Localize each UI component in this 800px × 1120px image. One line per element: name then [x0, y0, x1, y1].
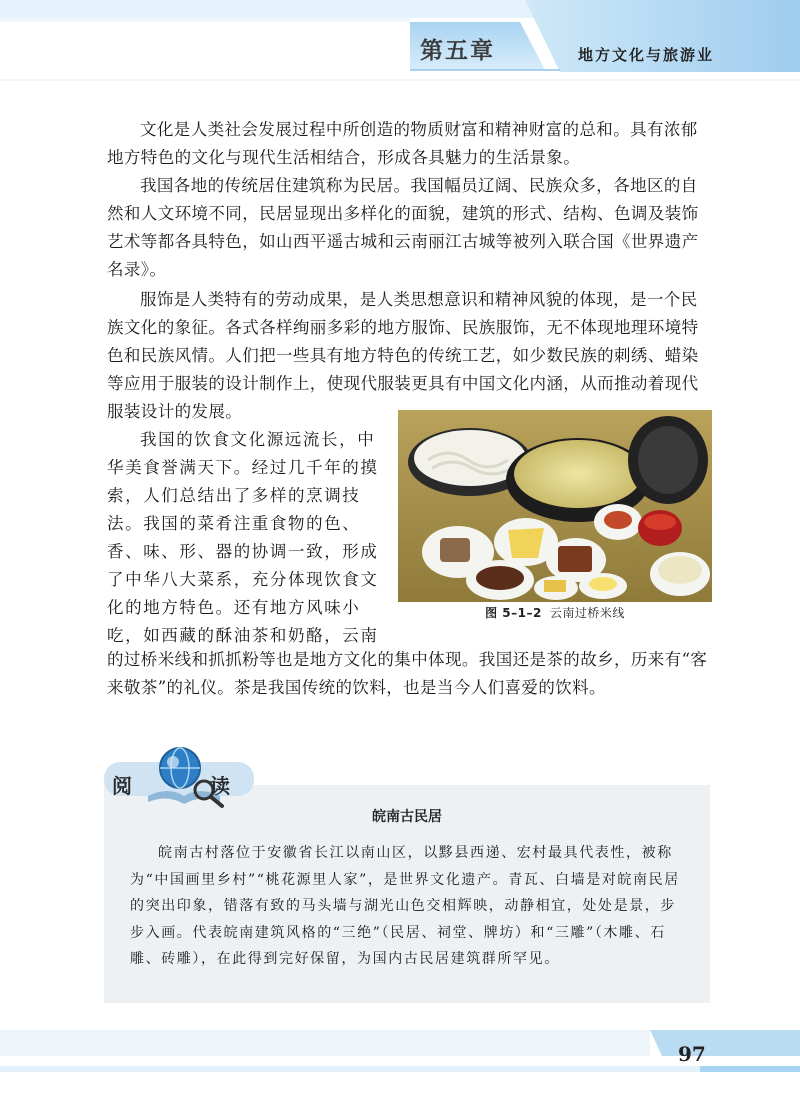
paragraph-dwellings: 我国各地的传统居住建筑称为民居。我国幅员辽阔、民族众多，各地区的自然和人文环境不同，民居显现出多样化的面貌，建筑的形式、结构、色调及装饰艺术等都各具特色，如山西平遥古城和云南丽江古城等被列入联合国《世界遗产名录》。	[107, 176, 699, 279]
chapter-label: 第五章	[420, 38, 495, 64]
chapter-title: 地方文化与旅游业	[578, 46, 715, 64]
figure-caption-text: 云南过桥米线	[549, 606, 625, 620]
reading-badge-char-1: 阅	[112, 774, 132, 798]
reading-badge-char-2: 读	[210, 774, 230, 798]
reading-text: 皖南古村落位于安徽省长江以南山区，以黟县西递、宏村最具代表性，被称为“中国画里乡村”“桃花源里人家”，是世界文化遗产。青瓦、白墙是对皖南民居的突出印象，错落有致的马头墙与湖光山色交相辉映，动静相宜，处处是景，步步入画。代表皖南建筑风格的“三绝”（民居、祠堂、牌坊）和“三雕”（木雕、石雕、砖雕），在此得到完好保留，为国内古民居建筑群所罕见。	[130, 845, 680, 967]
paragraph-food-continued: 的过桥米线和抓抓粉等也是地方文化的集中体现。我国还是茶的故乡，历来有“客来敬茶”的礼仪。茶是我国传统的饮料，也是当今人们喜爱的饮料。	[107, 650, 708, 697]
paragraph-food: 我国的饮食文化源远流长，中华美食誉满天下。经过几千年的摸索，人们总结出了多样的烹调技法。我国的菜肴注重食物的色、香、味、形、器的协调一致，形成了中华八大菜系，充分体现饮食文化的地方特色。还有地方风味小吃，如西藏的酥油茶和奶酪，云南	[107, 430, 379, 645]
figure-number: 图 5–1–2	[485, 606, 542, 620]
figure-crossing-bridge-noodles-photo	[398, 410, 712, 602]
food-illustration	[398, 410, 712, 602]
paragraph-culture: 文化是人类社会发展过程中所创造的物质财富和精神财富的总和。具有浓郁地方特色的文化与现代生活相结合，形成各具魅力的生活景象。	[107, 120, 698, 167]
figure-caption	[398, 604, 712, 621]
paragraph-clothing: 服饰是人类特有的劳动成果，是人类思想意识和精神风貌的体现，是一个民族文化的象征。各式各样绚丽多彩的地方服饰、民族服饰，无不体现地理环境特色和民族风情。人们把一些具有地方特色的传统工艺，如少数民族的刺绣、蜡染等应用于服装的设计制作上，使现代服装更具有中国文化内涵，从而推动着现代服装设计的发展。	[107, 290, 699, 421]
page-number: 97	[678, 1042, 706, 1066]
reading-title: 皖南古民居	[372, 809, 442, 825]
